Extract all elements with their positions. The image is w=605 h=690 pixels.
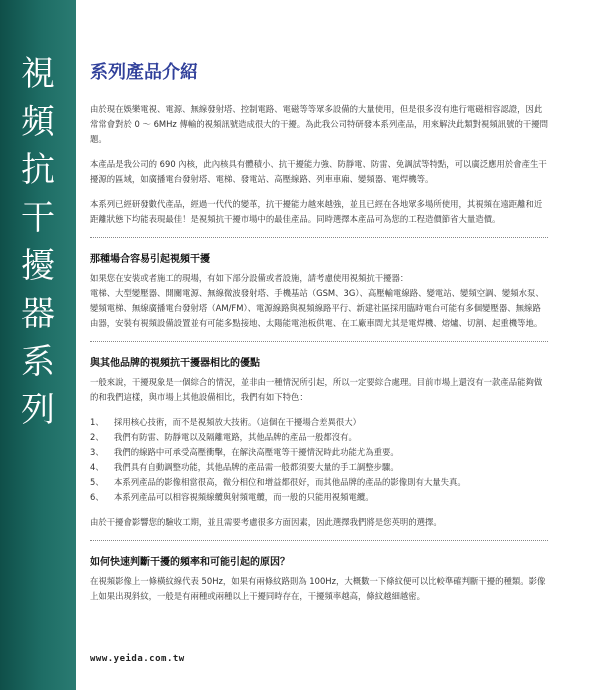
list-item-text: 我們具有自動調整功能，其他品牌的產品需一般都須要大量的手工調整步驟。 (114, 462, 399, 472)
list-item-text: 我們有防雷、防靜電以及隔離電路，其他品牌的產品一般都沒有。 (114, 432, 357, 442)
list-item-text: 本系列產品的影像相當很高，微分相位和增益都很好，而其他品牌的產品的影像則有大量失真。 (114, 477, 466, 487)
list-item (90, 490, 548, 505)
list-item (90, 415, 548, 430)
section-heading-frequency: 如何快速判斷干擾的頻率和可能引起的原因？ (90, 557, 290, 568)
intro-paragraph-2: 本產品是我公司的 690 內核，此內核具有體積小、抗干擾能力強、防靜電、防雷、免調試等特點，可以廣泛應用於會產生干擾源的區域，如廣播電台發射塔、電梯、發電站、高壓線路、列車車廂、變頻器、電焊機等。 (90, 159, 547, 184)
list-item-text: 本系列產品可以相容視頻線纜與射頻電纜，而一般的只能用視頻電纜。 (114, 492, 374, 502)
main-content (90, 58, 548, 614)
intro-paragraph-3: 本系列已經研發數代產品，經過一代代的變革，抗干擾能力越來越強，並且已經在各地眾多場所使用，其視頻在遠距離和近距離狀態下均能表現最佳！是視頻抗干擾市場中的最佳產品。同時選擇本產品可為您的工程造價節省大量造價。 (90, 199, 543, 224)
list-item (90, 430, 548, 445)
intro-paragraph-1: 由於現在娛樂電視、電源、無線發射塔、控制電路、電磁等等眾多設備的大量使用，但是很多沒有進行電磁相容認證，因此常常會對於 0 ～ 6MHz 傳輸的視頻訊號造成很大的干擾。為此我公司特研發本系列產品，用來解決此類對視頻訊號的干擾問題。 (90, 104, 548, 144)
list-item (90, 460, 548, 475)
list-item-number: 3、 (90, 447, 104, 457)
list-item (90, 475, 548, 490)
footer-url: www.yeida.com.tw (90, 654, 185, 664)
page-title: 系列產品介紹 (90, 62, 198, 83)
sidebar-band (0, 0, 76, 690)
sidebar-title: 視頻抗干擾器系列 (21, 54, 55, 430)
section-divider (90, 540, 548, 541)
section-text-interference-places: 如果您在安裝或者施工的現場，有如下部分設備或者設施，請考慮使用視頻抗干擾器： 電梯、大型變壓器、開關電源、無線微波發射塔、手機基站（GSM、3G）、高壓輸電線路、變電站、變頻空調、變頻水泵、變頻電梯、無線廣播電台發射塔（AM/FM）、電源線路與視頻線路平行、新建社區採用臨時電台可能有多個變壓器、無線路由器，安裝有視頻設備設置並有可能多點接地、太陽能電池板供電、在工廠車間尤其是電焊機、熔爐、切割、起重機等地。 (90, 273, 544, 328)
list-item-text: 採用核心技術，而不是視頻放大技術。（這個在干擾場合差異很大） (114, 417, 362, 427)
advantages-list (90, 415, 548, 505)
list-item (90, 445, 548, 460)
section-heading-interference-places: 那種場合容易引起視頻干擾 (90, 254, 210, 265)
section-text-frequency: 在視頻影像上一條橫紋線代表 50Hz，如果有兩條紋路則為 100Hz，大概數一下條紋便可以比較準確判斷干擾的種類。影像上如果出現斜紋，一般是有兩種或兩種以上干擾同時存在，干擾頻率越高，條紋越細越密。 (90, 576, 546, 601)
section-divider (90, 341, 548, 342)
list-item-number: 1、 (90, 417, 104, 427)
section-text-advantages: 一般來說，干擾現象是一個綜合的情況，並非由一種情況所引起，所以一定要綜合處理。目前市場上還沒有一款產品能夠做的和我們這樣，與市場上其他設備相比，我們有如下特色： (90, 377, 543, 402)
section-closing-advantages: 由於干擾會影響您的驗收工期，並且需要考慮很多方面因素，因此選擇我們將是您英明的選擇。 (90, 517, 442, 527)
list-item-number: 5、 (90, 477, 104, 487)
list-item-text: 我們的線路中可承受高壓衝擊，在解決高壓電等干擾情況時此功能尤為重要。 (114, 447, 399, 457)
list-item-number: 6、 (90, 492, 104, 502)
list-item-number: 2、 (90, 432, 104, 442)
section-heading-advantages: 與其他品牌的視頻抗干擾器相比的優點 (90, 358, 260, 369)
section-divider (90, 237, 548, 238)
list-item-number: 4、 (90, 462, 104, 472)
